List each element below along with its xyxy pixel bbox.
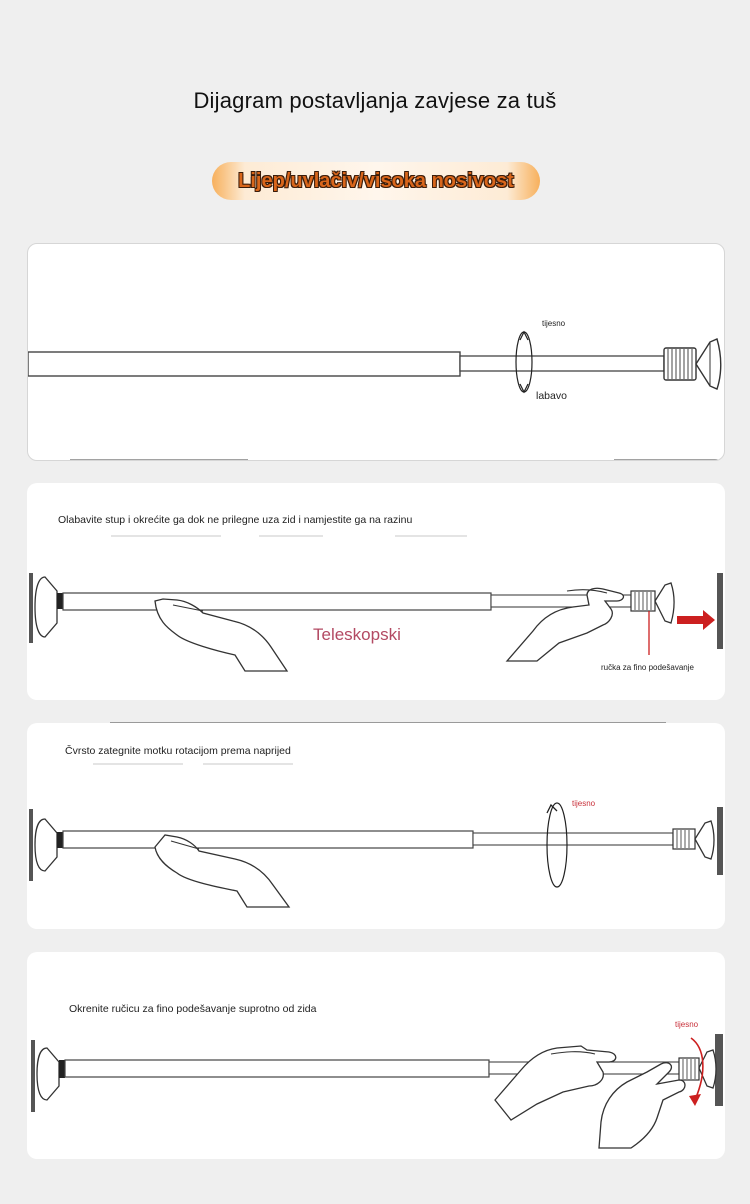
- label-tight: tijesno: [542, 319, 566, 328]
- fine-adjust-knob-label: ručka za fino podešavanje: [601, 663, 694, 672]
- adjustment-knob: [673, 829, 695, 849]
- diagram-panel-2: [27, 483, 725, 700]
- label-loose: labavo: [536, 390, 567, 402]
- left-end-cap: [35, 577, 57, 637]
- end-cap: [696, 339, 721, 389]
- telescopic-label: Teleskopski: [313, 625, 401, 644]
- left-collar: [57, 832, 63, 848]
- left-collar: [57, 593, 63, 609]
- left-end-cap: [37, 1048, 59, 1100]
- rod-fine-tune-illustration: [27, 952, 725, 1159]
- left-end-cap: [35, 819, 57, 871]
- left-collar: [59, 1060, 65, 1078]
- left-wall: [29, 809, 33, 881]
- lower-hand-icon: [599, 1063, 685, 1148]
- left-wall: [31, 1040, 35, 1112]
- left-wall: [29, 573, 33, 643]
- right-end-cap: [655, 583, 674, 623]
- page-title: Dijagram postavljanja zavjese za tuš: [193, 88, 557, 113]
- inner-tube: [460, 356, 664, 371]
- step-caption: Olabavite stup i okrećite ga dok ne prilegne uza zid i namjestite ga na razinu: [58, 514, 413, 526]
- outer-tube: [63, 831, 473, 848]
- outer-tube: [63, 593, 491, 610]
- adjustment-knob: [679, 1058, 699, 1080]
- right-end-cap: [695, 821, 714, 859]
- step-caption: Okrenite ručicu za fino podešavanje suprotno od zida: [69, 1003, 317, 1015]
- direction-arrow-icon: [677, 610, 715, 630]
- label-tight: tijesno: [675, 1020, 699, 1029]
- label-tight: tijesno: [572, 799, 596, 808]
- step-caption: Čvrsto zategnite motku rotacijom prema naprijed: [65, 745, 291, 757]
- right-wall: [717, 573, 723, 649]
- upper-hand-icon: [495, 1046, 616, 1120]
- outer-tube: [65, 1060, 489, 1077]
- diagram-panel-1: [27, 243, 725, 461]
- diagram-panel-4: [27, 952, 725, 1159]
- outer-tube: [28, 352, 460, 376]
- right-wall: [717, 807, 723, 875]
- inner-tube: [473, 833, 673, 845]
- rod-closeup-illustration: [28, 244, 725, 461]
- diagram-panel-3: [27, 723, 725, 929]
- feature-badge: Lijep/uvlačiv/visoka nosivost: [212, 162, 540, 200]
